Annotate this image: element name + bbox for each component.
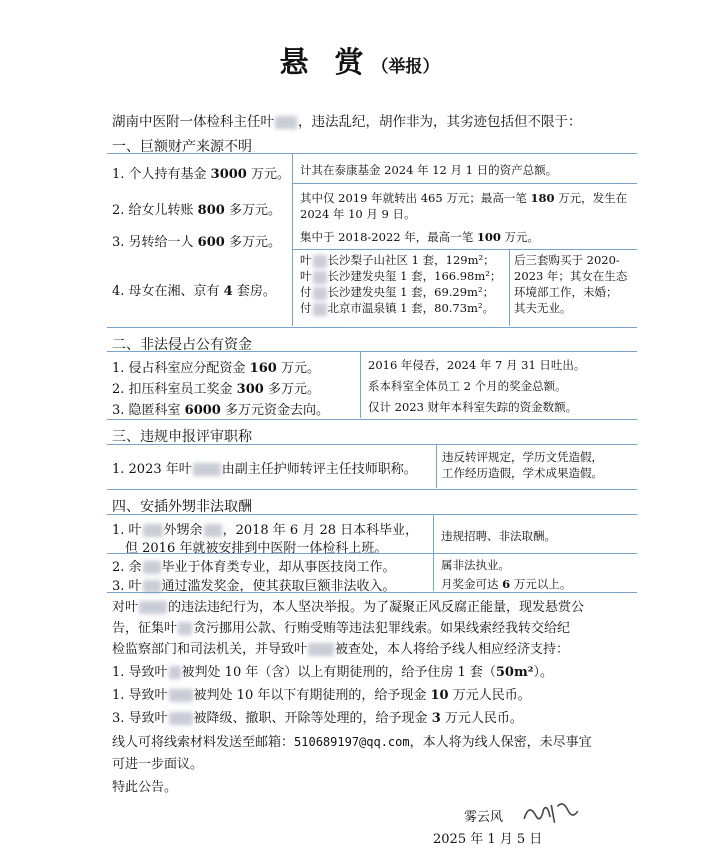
section-1-heading: 一、巨额财产来源不明 [112, 139, 252, 155]
s1-row2: 2. 给女儿转账 800 多万元。 [112, 203, 281, 218]
divider [107, 444, 637, 445]
s3-note: 违反转评规定，学历文凭造假， 工作经历造假，学术成果造假。 [442, 450, 603, 480]
redacted-name [275, 116, 297, 129]
s2-row2: 2. 扣压科室员工奖金 300 多万元。 [112, 382, 320, 397]
s1-houses-extra: 后三套购买于 2020- 2023 年；其女在生态 环境部工作，未婚； 其夫无业。 [514, 253, 628, 315]
title-sub: （举报） [371, 57, 440, 77]
s3-row: 1. 2023 年叶 由副主任护师转评主任技师职称。 [112, 462, 417, 477]
s2-row2-note: 系本科室全体员工 2 个月的奖金总额。 [368, 379, 567, 393]
s1-row3: 3. 另转给一人 600 多万元。 [112, 235, 281, 250]
section-4-heading: 四、安插外甥非法取酬 [112, 499, 252, 515]
reward-2: 1. 导致叶 被判处 10 年以下有期徒刑的，给予现金 10 万元人民币。 [112, 688, 531, 703]
intro-line [112, 110, 582, 130]
column-divider [360, 352, 361, 418]
reward-3: 3. 导致叶 被降级、撤职、开除等处理的，给予现金 3 万元人民币。 [112, 711, 523, 726]
s1-row1: 1. 个人持有基金 3000 万元。 [112, 167, 290, 182]
signature-scribble [519, 795, 583, 831]
s4-row2-note: 属非法执业。 [441, 558, 510, 572]
divider [292, 249, 637, 250]
column-divider [509, 250, 510, 326]
body-line-3: 检监察部门和司法机关，并导致叶 被查处，本人将给予线人相应经济支持： [112, 642, 570, 657]
s2-row1: 1. 侵占科室应分配资金 160 万元。 [112, 361, 320, 376]
reward-1: 1. 导致叶 被判处 10 年（含）以上有期徒刑的，给予住房 1 套（50m²）。 [112, 665, 553, 680]
s4-row3: 3. 叶 通过滥发奖金，使其获取巨额非法收入。 [112, 579, 396, 594]
divider [107, 327, 637, 328]
section-3-heading: 三、违规申报评审职称 [112, 429, 252, 445]
s4-row2: 2. 余 毕业于体育类专业，却从事医技岗工作。 [112, 560, 396, 575]
title-main: 悬 赏 [279, 45, 372, 79]
s2-row3: 3. 隐匿科室 6000 多万元资金去向。 [112, 403, 329, 418]
column-divider [436, 445, 437, 488]
section-2-heading: 二、非法侵占公有资金 [112, 337, 252, 353]
divider [107, 514, 637, 515]
divider [107, 553, 637, 554]
divider [107, 351, 637, 352]
column-divider [292, 154, 293, 326]
divider [292, 183, 637, 184]
s4-row1-note: 违规招聘、非法取酬。 [441, 529, 556, 543]
s1-houses: 叶 长沙梨子山社区 1 套，129m²； 叶 长沙建发央玺 1 套，166.98m²； 付 长沙建发央玺 1 套，69.29m²； 付 北京市温泉镇 1 套，80.73m²。 [300, 253, 502, 315]
divider [107, 592, 637, 593]
email-address: 510689197@qq.com [294, 735, 410, 749]
s4-row1-line1: 1. 叶 外甥余 ，2018 年 6 月 28 日本科毕业， [112, 523, 419, 538]
intro-after: ，违法乱纪，胡作非为，其劣迹包括但不限于： [298, 114, 582, 130]
divider [107, 153, 637, 154]
s2-row1-note: 2016 年侵吞，2024 年 7 月 31 日吐出。 [368, 358, 586, 372]
s4-row1-line2: 但 2016 年就被安排到中医附一体检科上班。 [125, 541, 388, 556]
body-line-1: 对叶 的违法违纪行为，本人坚决举报。为了凝聚正风反腐正能量，现发悬赏公 [112, 600, 585, 615]
s1-row2-note: 其中仅 2019 年就转出 465 万元；最高一笔 180 万元，发生在 2024 年 10 月 9 日。 [300, 191, 628, 221]
s1-row4: 4. 母女在湘、京有 4 套房。 [112, 284, 276, 299]
body-line-further: 可进一步面议。 [112, 757, 204, 772]
signature-date: 2025 年 1 月 5 日 [433, 832, 543, 847]
s1-row1-note: 计其在泰康基金 2024 年 12 月 1 日的资产总额。 [300, 163, 558, 177]
body-line-2: 告，征集叶 贪污挪用公款、行贿受贿等违法犯罪线索。如果线索经我转交给纪 [112, 621, 571, 636]
body-line-closing: 特此公告。 [112, 780, 178, 795]
page-title [0, 40, 719, 81]
divider [107, 489, 637, 490]
divider [107, 419, 637, 420]
s4-row3-note: 月奖金可达 6 万元以上。 [441, 577, 572, 591]
intro-before: 湖南中医附一体检科主任叶 [112, 114, 274, 130]
s2-row3-note: 仅计 2023 财年本科室失踪的资金数额。 [368, 400, 578, 414]
signature-name: 雾云风 [464, 810, 504, 825]
email-line: 线人可将线索材料发送至邮箱：510689197@qq.com，本人将为线人保密，未尽事宜 [112, 735, 592, 750]
s1-row3-note: 集中于 2018-2022 年，最高一笔 100 万元。 [300, 230, 540, 244]
